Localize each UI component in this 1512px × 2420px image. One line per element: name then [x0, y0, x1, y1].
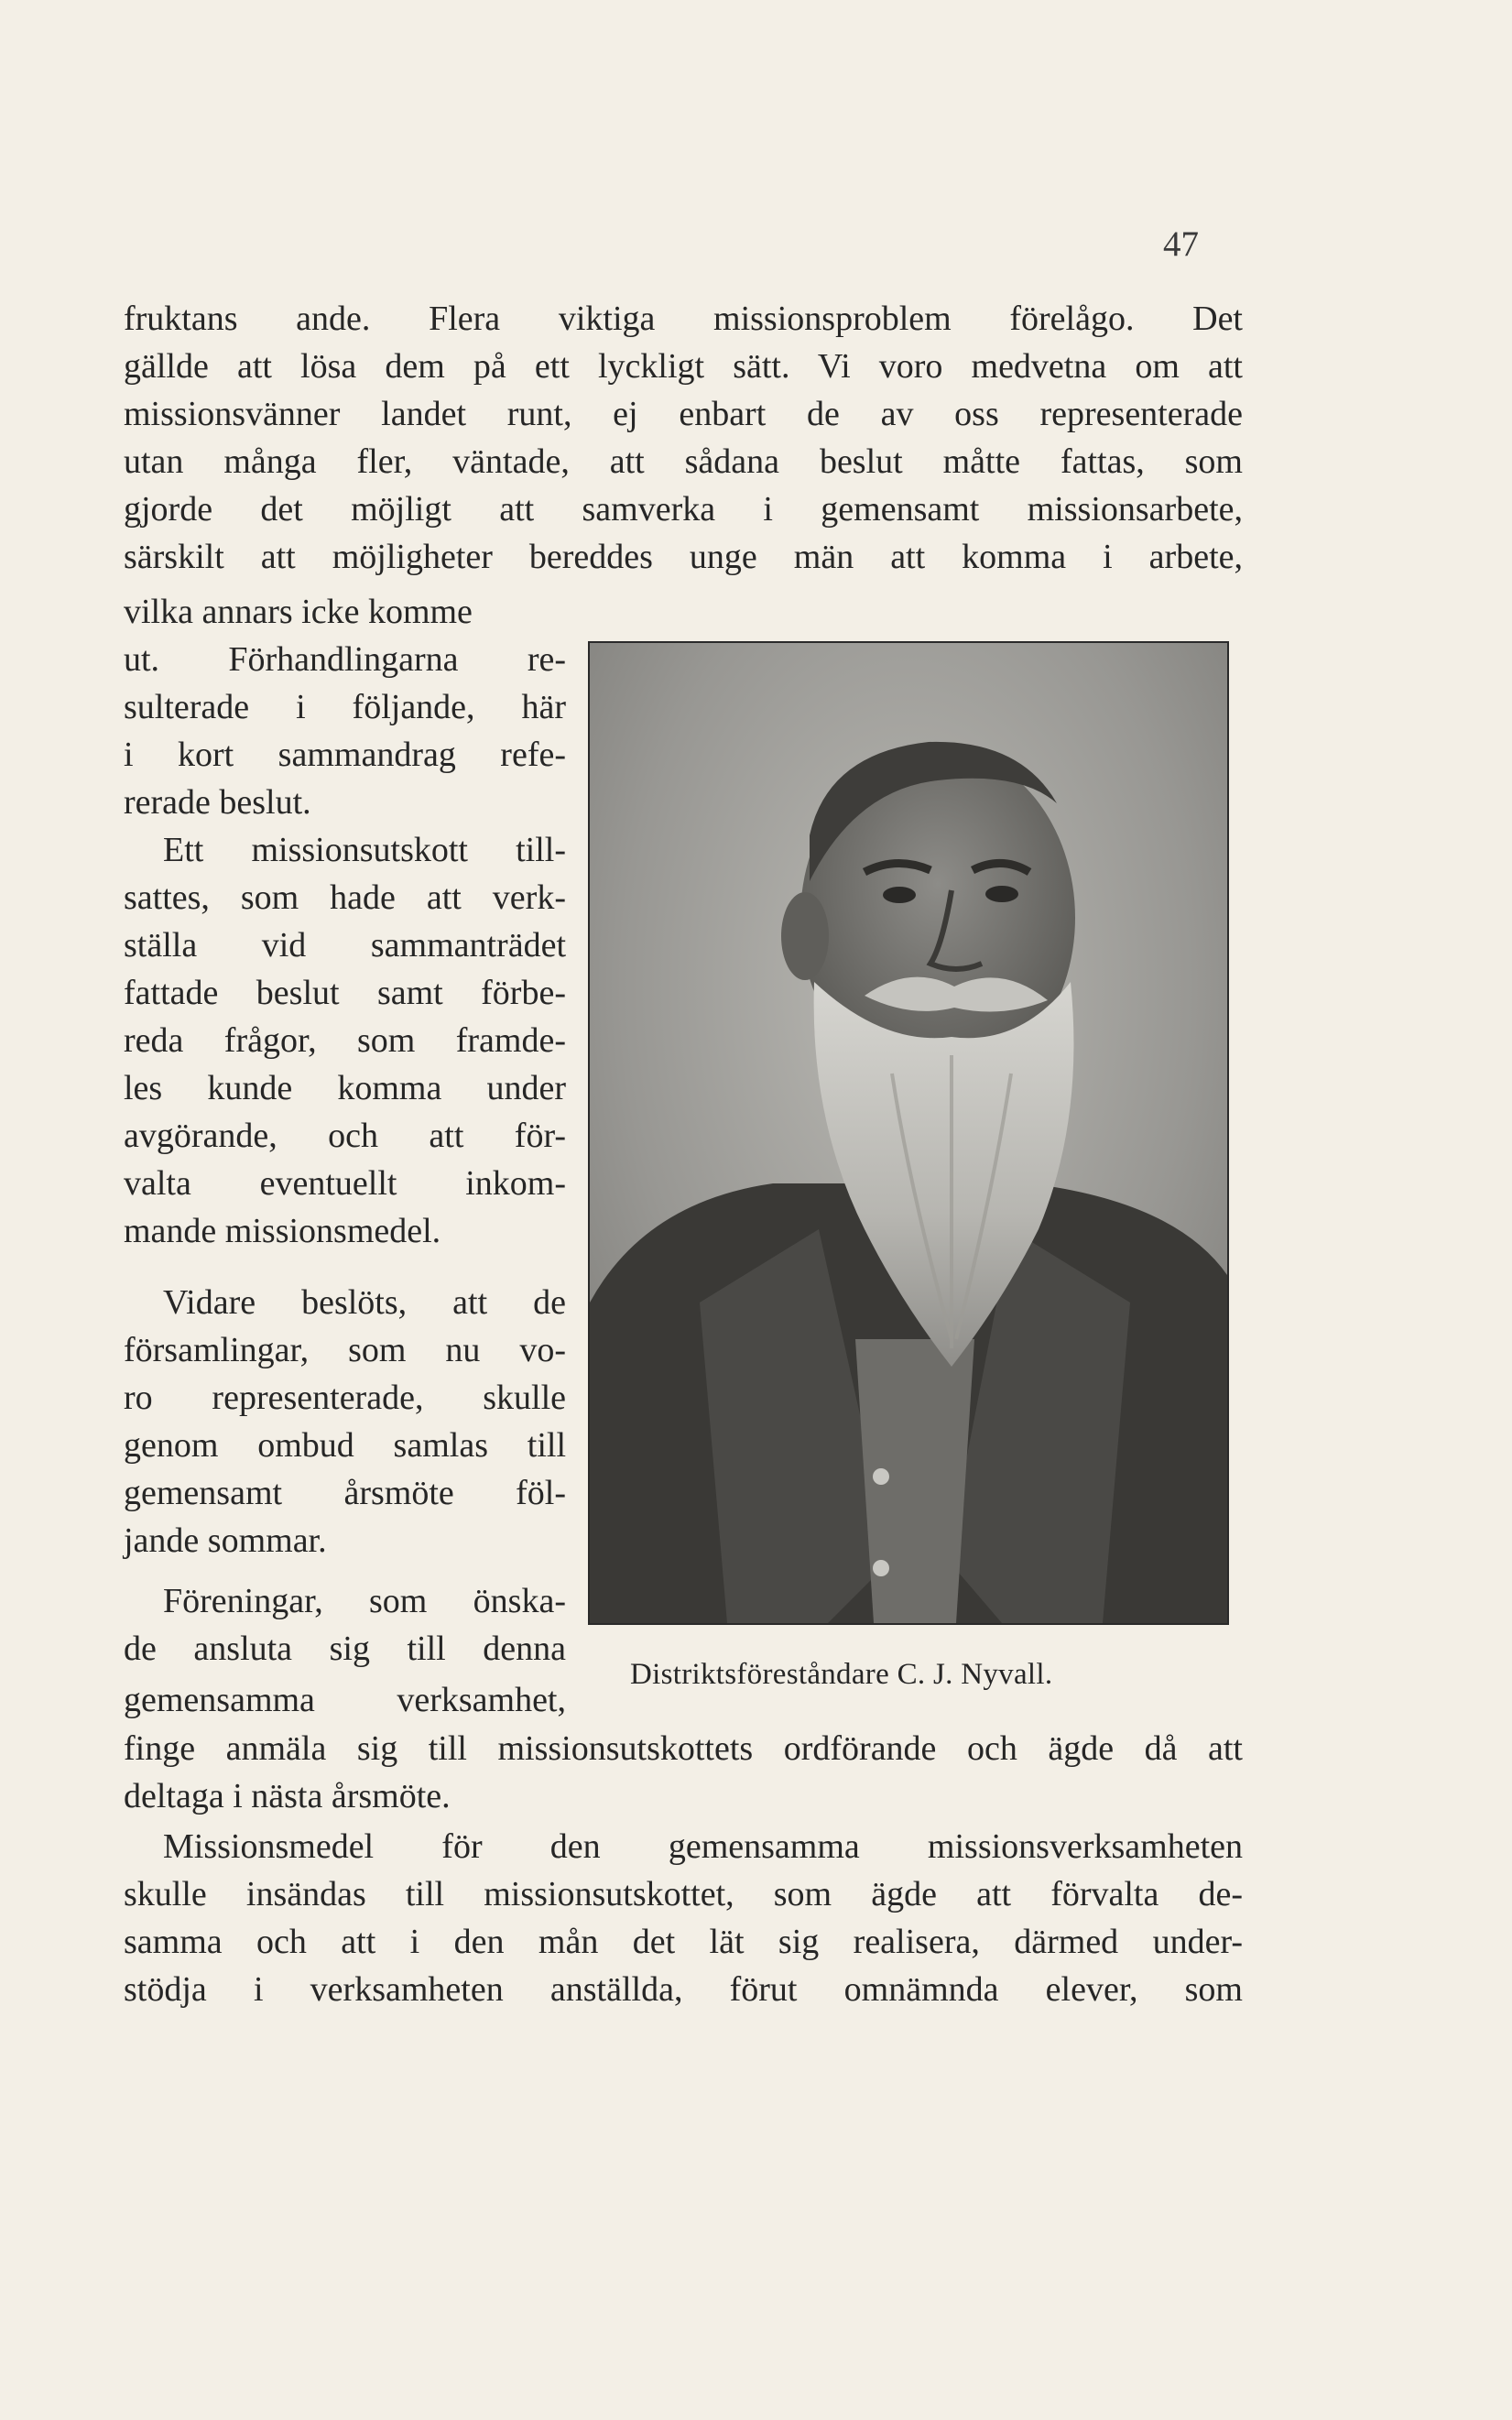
text-line: jande sommar.: [124, 1521, 327, 1560]
text-line: genom ombud samlas till: [124, 1426, 566, 1465]
text-line: reda frågor, som framde-: [124, 1021, 566, 1060]
text-line: valta eventuellt inkom-: [124, 1164, 566, 1203]
text-line: Föreningar, som önska-: [163, 1582, 566, 1620]
text-line: de ansluta sig till denna: [124, 1630, 566, 1668]
text-line: missionsvänner landet runt, ej enbart de av oss representerade: [124, 395, 1243, 433]
text-line: fattade beslut samt förbe-: [124, 974, 566, 1012]
text-line: samma och att i den mån det lät sig realisera, därmed under-: [124, 1923, 1243, 1961]
text-line: Missionsmedel för den gemensamma missionsverksamheten: [163, 1827, 1243, 1866]
text-line: les kunde komma under: [124, 1069, 566, 1107]
text-line: stödja i verksamheten anställda, förut omnämnda elever, som: [124, 1970, 1243, 2009]
portrait-illustration: [590, 643, 1227, 1623]
text-line: sulterade i följande, här: [124, 688, 566, 726]
text-line: deltaga i nästa årsmöte.: [124, 1777, 451, 1815]
portrait-photo: [588, 641, 1229, 1625]
text-line: ställa vid sammanträdet: [124, 926, 566, 965]
text-line: gemensamt årsmöte föl-: [124, 1474, 566, 1512]
text-line: sattes, som hade att verk-: [124, 878, 566, 917]
text-line: församlingar, som nu vo-: [124, 1331, 566, 1369]
text-line: Vidare beslöts, att de: [163, 1283, 566, 1322]
text-line: gällde att lösa dem på ett lyckligt sätt. Vi voro medvetna om att: [124, 347, 1243, 386]
text-line: gemensamma verksamhet,: [124, 1681, 566, 1719]
text-line: fruktans ande. Flera viktiga missionsproblem förelågo. Det: [124, 300, 1243, 338]
text-line: vilka annars icke komme: [124, 593, 473, 631]
text-line: skulle insändas till missionsutskottet, som ägde att förvalta de-: [124, 1875, 1243, 1913]
text-line: rerade beslut.: [124, 783, 311, 822]
text-line: särskilt att möjligheter bereddes unge män att komma i arbete,: [124, 538, 1243, 576]
text-line: Ett missionsutskott till-: [163, 831, 566, 869]
text-line: utan många fler, väntade, att sådana beslut måtte fattas, som: [124, 442, 1243, 481]
page-number: 47: [1163, 224, 1199, 264]
text-line: gjorde det möjligt att samverka i gemensamt missionsarbete,: [124, 490, 1243, 529]
text-line: finge anmäla sig till missionsutskottets ordförande och ägde då att: [124, 1729, 1243, 1768]
portrait-caption: Distriktsföreståndare C. J. Nyvall.: [630, 1658, 1053, 1691]
text-line: avgörande, och att för-: [124, 1117, 566, 1155]
text-line: i kort sammandrag refe-: [124, 736, 566, 774]
text-line: ro representerade, skulle: [124, 1379, 566, 1417]
text-line: mande missionsmedel.: [124, 1212, 441, 1250]
text-line: ut. Förhandlingarna re-: [124, 640, 566, 679]
